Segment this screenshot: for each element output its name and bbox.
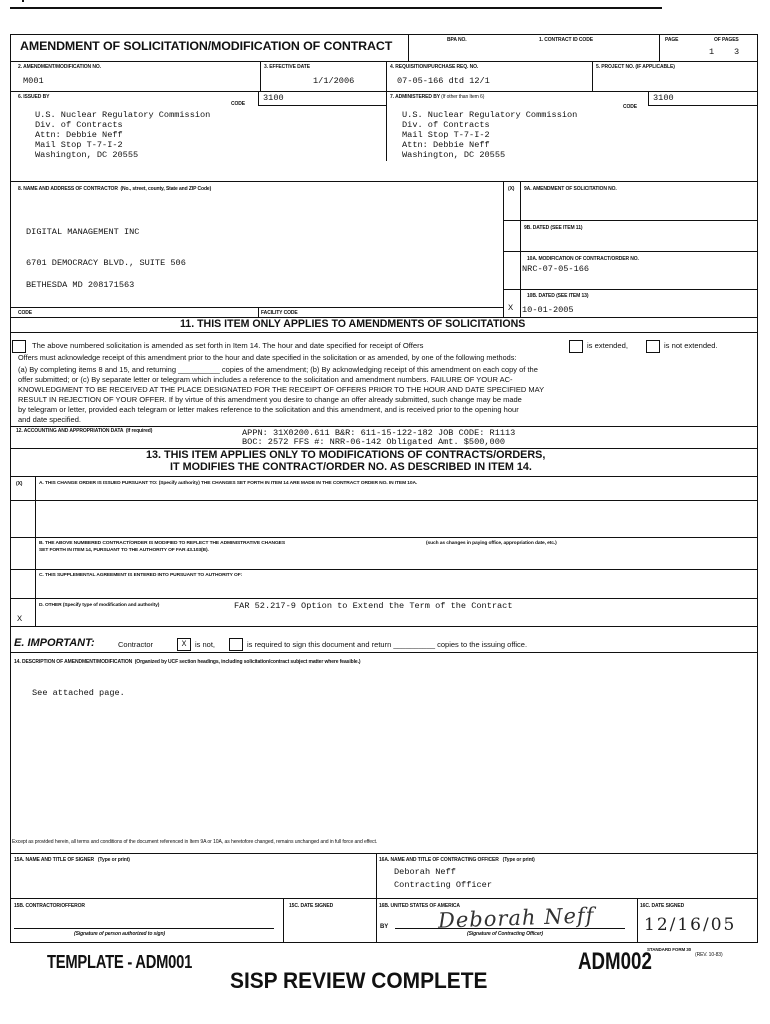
item11-line-2: Offers must acknowledge receipt of this amendment prior to the hour and date specified in the solicitation or as amended, by one of the following methods: <box>18 353 517 362</box>
amendment-solicitation-label: 9A. AMENDMENT OF SOLICITATION NO. <box>524 186 617 192</box>
description-label: 14. DESCRIPTION OF AMENDMENT/MODIFICATION (Organized by UCF section headings, including solicitation/contract subject matter where feasible.) <box>14 659 361 665</box>
issued-by-code-label: CODE <box>231 101 246 107</box>
facility-code-label: FACILITY CODE <box>261 310 298 316</box>
amendment-no-value: M001 <box>23 76 44 86</box>
contractor-text: Contractor <box>118 640 154 649</box>
except-text: Except as provided herein, all terms and conditions of the document referenced in Item 9A or 10A, as heretofore changed, remains unchanged and in full force and effect. <box>12 839 378 845</box>
dated-9b-label: 9B. DATED (SEE ITEM 11) <box>524 225 583 231</box>
item13-d-text: D. OTHER (Specify type of modification and authority) <box>39 603 160 608</box>
of-pages-label: OF PAGES <box>714 37 739 43</box>
contractor-signature-caption: (Signature of person authorized to sign) <box>74 931 166 937</box>
project-no-label: 5. PROJECT NO. (IF APPLICABLE) <box>596 64 675 70</box>
contractor-code-label: CODE <box>18 310 33 316</box>
contract-id-code-label: 1. CONTRACT ID CODE <box>539 37 593 43</box>
item13-title-1: 13. THIS ITEM APPLIES ONLY TO MODIFICATIONS OF CONTRACTS/ORDERS, <box>146 449 546 461</box>
accounting-line-1: APPN: 31X0200.611 B&R: 611-15-122-182 JOB CODE: R1113 <box>242 428 516 438</box>
issued-by-label: 6. ISSUED BY <box>18 94 50 100</box>
not-extended-label: is not extended. <box>664 341 718 350</box>
usa-label: 16B. UNITED STATES OF AMERICA <box>379 903 460 909</box>
item11-line-6: RESULT IN REJECTION OF YOUR OFFER. If by virtue of this amendment you desire to change an offer already submitted, such change may be made <box>18 395 522 404</box>
modification-contract-value: NRC-07-05-166 <box>522 264 590 274</box>
administered-by-line-4: Attn: Debbie Neff <box>402 140 490 150</box>
contracting-officer-label: 16A. NAME AND TITLE OF CONTRACTING OFFICER (Type or print) <box>379 857 535 863</box>
form-title: AMENDMENT OF SOLICITATION/MODIFICATION OF CONTRACT <box>20 39 393 53</box>
is-not-checkbox[interactable]: X <box>177 638 191 651</box>
contractor-address: 6701 DEMOCRACY BLVD., SUITE 506 <box>26 258 186 268</box>
page-label: PAGE <box>665 37 679 43</box>
rev-label: (REV. 10-83) <box>695 952 723 958</box>
contractor-name: DIGITAL MANAGEMENT INC <box>26 227 140 237</box>
page-number: 1 <box>709 47 715 57</box>
contractor-city: BETHESDA MD 208171563 <box>26 280 135 290</box>
signer-name-label: 15A. NAME AND TITLE OF SIGNER (Type or print) <box>14 857 130 863</box>
administered-by-line-5: Washington, DC 20555 <box>402 150 506 160</box>
extended-label: is extended, <box>587 341 628 350</box>
issued-by-line-2: Div. of Contracts <box>35 120 123 130</box>
administered-by-code-label: CODE <box>623 104 638 110</box>
officer-date-label: 16C. DATE SIGNED <box>640 903 685 909</box>
issued-by-line-4: Mail Stop T-7-I-2 <box>35 140 123 150</box>
description-text: See attached page. <box>32 688 125 698</box>
accounting-line-2: BOC: 2572 FFS #: NRR-06-142 Obligated Amt. $500,000 <box>242 437 506 447</box>
standard-form-label: STANDARD FORM 30 <box>647 947 692 952</box>
item11-line-8: and date specified. <box>18 415 81 424</box>
item11-line-7: by telegram or letter, provided each telegram or letter makes reference to the solicitation and this amendment, and is received prior to the opening hour <box>18 405 519 414</box>
item13-a-text: A. THIS CHANGE ORDER IS ISSUED PURSUANT TO: (Specify authority) THE CHANGES SET FORTH IN ITEM 14 ARE MADE IN THE CONTRACT ORDER NO. IN ITEM 10A. <box>39 481 418 486</box>
not-extended-checkbox[interactable] <box>646 340 660 353</box>
template-stamp: TEMPLATE - ADM001 <box>47 952 193 972</box>
contracting-officer-name: Deborah Neff <box>394 867 456 877</box>
item11-title: 11. THIS ITEM ONLY APPLIES TO AMENDMENTS OF SOLICITATIONS <box>180 318 526 330</box>
item11-line-1: The above numbered solicitation is amended as set forth in Item 14. The hour and date specified for receipt of Offers <box>32 341 424 350</box>
item11-line-4: offer submitted; or (c) By separate letter or telegram which includes a reference to the solicitation and amendment numbers. FAILURE OF YOUR AC- <box>18 375 513 384</box>
effective-date-label: 3. EFFECTIVE DATE <box>264 64 310 70</box>
contractor-date-label: 15C. DATE SIGNED <box>289 903 334 909</box>
item13-b-text-2: SET FORTH IN ITEM 14, PURSUANT TO THE AUTHORITY OF FAR 43.103(B). <box>39 548 209 553</box>
item13-d-value: FAR 52.217-9 Option to Extend the Term of the Contract <box>234 601 513 611</box>
item13-b-note: (such as changes in paying office, appropriation date, etc.) <box>426 541 557 546</box>
dated-10b-label: 10B. DATED (SEE ITEM 13) <box>527 293 589 299</box>
item11-line-3: (a) By completing items 8 and 15, and returning __________ copies of the amendment; (b) By acknowledging receipt of this amendment on each copy of the <box>18 365 538 374</box>
requisition-no-value: 07-05-166 dtd 12/1 <box>397 76 490 86</box>
block9-x-label: (X) <box>508 186 515 192</box>
is-not-text: is not, <box>195 640 216 649</box>
requisition-no-label: 4. REQUISITION/PURCHASE REQ. NO. <box>390 64 479 70</box>
bpa-no-label: BPA NO. <box>447 37 467 43</box>
administered-by-line-2: Div. of Contracts <box>402 120 490 130</box>
is-required-text: is required to sign this document and return __________ copies to the issuing office. <box>247 640 528 649</box>
by-label: BY <box>380 924 389 930</box>
amendment-no-label: 2. AMENDMENT/MODIFICATION NO. <box>18 64 101 70</box>
administered-by-line-1: U.S. Nuclear Regulatory Commission <box>402 110 578 120</box>
block10-x-mark: X <box>508 303 514 313</box>
effective-date-value: 1/1/2006 <box>313 76 355 86</box>
item13-d-x: X <box>17 614 23 624</box>
adm-stamp: ADM002 <box>578 948 652 975</box>
form-frame <box>10 34 758 942</box>
item13-b-text-1: B. THE ABOVE NUMBERED CONTRACT/ORDER IS MODIFIED TO REFLECT THE ADMINISTRATIVE CHANGES <box>39 541 285 546</box>
item13-title-2: IT MODIFIES THE CONTRACT/ORDER NO. AS DESCRIBED IN ITEM 14. <box>170 461 532 473</box>
review-stamp: SISP REVIEW COMPLETE <box>230 968 488 993</box>
of-pages-number: 3 <box>734 47 740 57</box>
contracting-officer-signature: Deborah Neff <box>437 903 595 933</box>
item13-x-label: (X) <box>16 481 23 487</box>
important-label: E. IMPORTANT: <box>14 637 95 649</box>
contracting-officer-title: Contracting Officer <box>394 880 492 890</box>
officer-date-signed: 12/16/05 <box>644 915 737 935</box>
item13-c-text: C. THIS SUPPLEMENTAL AGREEMENT IS ENTERED INTO PURSUANT TO AUTHORITY OF: <box>39 573 243 578</box>
administered-by-code: 3100 <box>653 93 674 103</box>
extended-checkbox[interactable] <box>569 340 583 353</box>
modification-contract-label: 10A. MODIFICATION OF CONTRACT/ORDER NO. <box>527 256 639 262</box>
is-required-checkbox[interactable] <box>229 638 243 651</box>
issued-by-code: 3100 <box>263 93 284 103</box>
administered-by-label: 7. ADMINISTERED BY (If other than Item 6) <box>390 94 485 100</box>
top-margin-tick <box>22 0 24 2</box>
administered-by-line-3: Mail Stop T-7-I-2 <box>402 130 490 140</box>
item11-line-5: KNOWLEDGMENT TO BE RECEIVED AT THE PLACE DESIGNATED FOR THE RECEIPT OF OFFERS PRIOR TO THE HOUR AND DATE SPECIFIED MAY <box>18 385 545 394</box>
contracting-officer-signature-caption: (Signature of Contracting Officer) <box>467 931 543 937</box>
issued-by-line-1: U.S. Nuclear Regulatory Commission <box>35 110 211 120</box>
accounting-label: 12. ACCOUNTING AND APPROPRIATION DATA (If required) <box>16 428 153 434</box>
issued-by-line-5: Washington, DC 20555 <box>35 150 139 160</box>
contractor-offeror-label: 15B. CONTRACTOR/OFFEROR <box>14 903 85 909</box>
contractor-label: 8. NAME AND ADDRESS OF CONTRACTOR (No., street, county, State and ZIP Code) <box>18 186 212 192</box>
issued-by-line-3: Attn: Debbie Neff <box>35 130 123 140</box>
dated-10b-value: 10-01-2005 <box>522 305 574 315</box>
item11-checkbox[interactable] <box>12 340 26 353</box>
